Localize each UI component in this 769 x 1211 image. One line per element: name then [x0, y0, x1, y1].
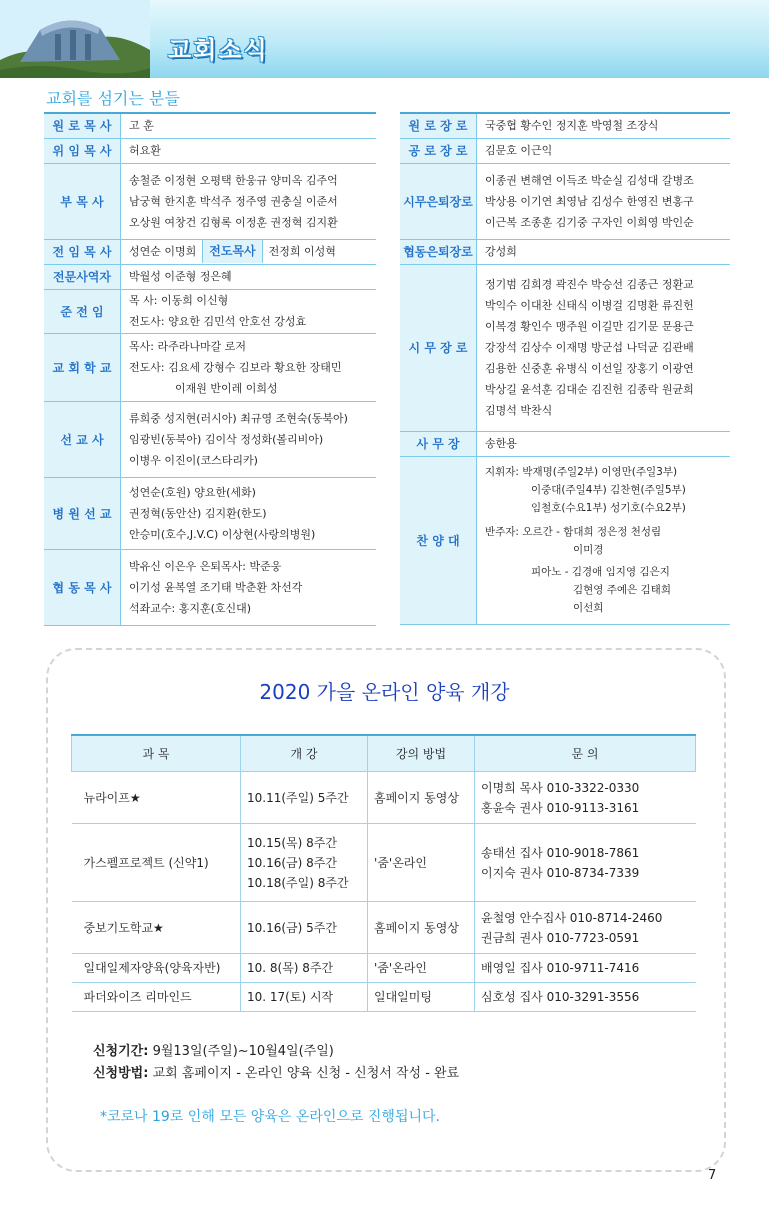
- column-header: 과 목: [72, 735, 241, 772]
- roster-label: 시 무 장 로: [400, 264, 477, 431]
- left-roster-table: [44, 112, 376, 626]
- roster-row: [400, 138, 730, 163]
- roster-value: 국중협 황수인 정지훈 박영철 조장식: [485, 119, 659, 133]
- roster-sub-label: 전도목사: [202, 240, 262, 263]
- course-contact: 이명희 목사 010-3322-0330: [481, 780, 640, 795]
- roster-label: 준 전 임: [44, 289, 121, 333]
- roster-row: [44, 549, 376, 625]
- course-contact: 권금희 권사 010-7723-0591: [481, 930, 640, 945]
- roster-row: [44, 264, 376, 289]
- roster-label: 전 임 목 사: [44, 239, 121, 264]
- course-method: 홈페이지 동영상: [368, 772, 475, 824]
- course-start: 10. 8(목) 8주간: [247, 961, 334, 975]
- roster-value: 성연순(호원) 양요한(세화): [129, 485, 256, 499]
- roster-value: 이종권 변해연 이득조 박순실 김성대 갈병조: [485, 173, 694, 187]
- course-start: 10.15(목) 8주간: [247, 835, 337, 850]
- table-row: [72, 902, 696, 954]
- roster-row: [44, 289, 376, 333]
- course-contact: 홍윤숙 권사 010-9113-3161: [481, 800, 640, 815]
- roster-value: 이복경 황인수 맹주원 이길만 김기문 문용근: [485, 320, 694, 333]
- roster-value: 강장석 김상수 이재명 방군섭 나덕균 김관배: [485, 341, 694, 354]
- roster-label: 시무은퇴장로: [400, 163, 477, 239]
- application-period-label: 신청기간:: [93, 1044, 149, 1059]
- roster-value: 강성희: [485, 245, 517, 258]
- roster-label: 협 동 목 사: [44, 549, 121, 625]
- roster-row: [44, 138, 376, 163]
- roster-value: 허요환: [129, 144, 161, 157]
- roster-value: 김용한 신중훈 유병식 이선일 장홍기 이광연: [485, 362, 694, 375]
- roster-value: 이근복 조종훈 김기중 구자인 이희영 박인순: [485, 215, 694, 229]
- roster-value: 이미경: [573, 544, 604, 556]
- roster-value: 김문호 이근익: [485, 144, 553, 157]
- course-method: 홈페이지 동영상: [368, 902, 475, 954]
- church-building-image: [0, 0, 150, 78]
- course-contact: 이지숙 권사 010-8734-7339: [481, 865, 640, 880]
- roster-row: [44, 239, 376, 264]
- roster-label: 원 로 목 사: [44, 113, 121, 138]
- roster-value: 안승미(호수,J.V.C) 이상현(사랑의병원): [129, 527, 316, 541]
- course-start: 10.18(주일) 8주간: [247, 875, 349, 890]
- table-row: [72, 954, 696, 983]
- roster-value: 고 훈: [129, 119, 154, 133]
- application-period: [93, 1040, 334, 1059]
- roster-value: 송한용: [485, 437, 517, 450]
- roster-value: 이선희: [573, 602, 604, 614]
- application-method: [93, 1062, 459, 1081]
- roster-value: 박유신 이은우 은퇴목사: 박준웅: [129, 559, 282, 573]
- roster-label: 병 원 선 교: [44, 477, 121, 549]
- course-start: 10. 17(토) 시작: [247, 990, 334, 1004]
- course-method: 일대일미팅: [368, 983, 475, 1012]
- section-title: 교회를 섬기는 분들: [46, 89, 180, 108]
- roster-value: 전도사: 김요세 강형수 김보라 황요한 장태민: [129, 360, 342, 374]
- roster-value: 목사: 라주라나마갈 로저: [129, 339, 246, 353]
- roster-value: 류희중 성지현(러시아) 최규영 조현숙(동북아): [129, 411, 348, 425]
- roster-row: [44, 113, 376, 138]
- course-contact: 송태선 집사 010-9018-7861: [481, 845, 640, 860]
- roster-value: 지휘자: 박재명(주일2부) 이영만(주일3부): [485, 466, 678, 478]
- page-number: 7: [708, 1168, 717, 1183]
- roster-value: 오상원 여창건 김형록 이정훈 권정혁 김지환: [129, 215, 338, 229]
- right-roster-table: [400, 112, 730, 625]
- roster-row: [400, 264, 730, 431]
- table-header-row: [72, 735, 696, 772]
- roster-value: 반주자: 오르간 - 함대희 정은정 천성림: [485, 526, 662, 538]
- table-row: [72, 824, 696, 902]
- course-name: 중보기도학교★: [72, 902, 241, 954]
- course-name: 가스펠프로젝트 (신약1): [72, 824, 241, 902]
- table-row: [72, 772, 696, 824]
- course-name: 뉴라이프★: [72, 772, 241, 824]
- roster-value: 이기성 윤복열 조기태 박춘환 차선각: [129, 580, 303, 594]
- course-start: 10.11(주일) 5주간: [247, 790, 349, 805]
- roster-value: 임철호(수요1부) 성기호(수요2부): [531, 502, 686, 514]
- roster-value: 이병우 이진이(코스타리카): [129, 453, 258, 467]
- roster-value: 목 사: 이동희 이신형: [129, 294, 229, 307]
- notice-title: 2020 가을 온라인 양육 개강: [259, 680, 510, 704]
- roster-row: [44, 477, 376, 549]
- roster-row: [400, 456, 730, 624]
- course-name: 파더와이즈 리마인드: [72, 983, 241, 1012]
- course-contact: 윤철영 안수집사 010-8714-2460: [481, 910, 663, 925]
- roster-row: [400, 163, 730, 239]
- roster-sub-value: 전정희 이성혁: [268, 245, 336, 258]
- covid-footnote: *코로나 19로 인해 모든 양육은 온라인으로 진행됩니다.: [100, 1109, 440, 1125]
- roster-value: 성연순 이명희: [129, 245, 197, 258]
- roster-value: 박월성 이준형 정은혜: [129, 270, 232, 283]
- roster-value: 박익수 이대찬 신태식 이병걸 김명환 류진헌: [485, 299, 694, 312]
- roster-row: [44, 163, 376, 239]
- roster-label: 사 무 장: [400, 431, 477, 456]
- roster-value: 박상길 윤석훈 김대순 김진헌 김종락 원균희: [485, 383, 694, 396]
- course-contact: 배영일 집사 010-9711-7416: [481, 961, 640, 975]
- roster-row: [400, 239, 730, 264]
- roster-row: [44, 401, 376, 477]
- application-period-value: 9월13일(주일)~10월4일(주일): [152, 1044, 334, 1059]
- course-start: 10.16(금) 8주간: [247, 855, 337, 870]
- roster-label: 위 임 목 사: [44, 138, 121, 163]
- page-title: 교회소식: [168, 36, 269, 64]
- roster-label: 선 교 사: [44, 401, 121, 477]
- course-method: '줌'온라인: [368, 954, 475, 983]
- roster-label: 찬 양 대: [400, 456, 477, 624]
- roster-label: 전문사역자: [44, 264, 121, 289]
- roster-label: 원 로 장 로: [400, 113, 477, 138]
- column-header: 개 강: [241, 735, 368, 772]
- course-table: [71, 734, 696, 1012]
- course-start: 10.16(금) 5주간: [247, 920, 337, 935]
- roster-value: 송철준 이정현 오평택 한웅규 양미옥 김주억: [129, 173, 338, 187]
- roster-value: 권정혁(동안산) 김지환(한도): [129, 506, 267, 520]
- table-row: [72, 983, 696, 1012]
- roster-value: 박상용 이기연 최영남 김성수 한영진 변홍구: [485, 194, 694, 208]
- roster-value: 전도사: 양요한 김민석 안호선 강성효: [129, 315, 307, 328]
- roster-label: 부 목 사: [44, 163, 121, 239]
- roster-value: 이중대(주일4부) 김찬현(주일5부): [531, 484, 686, 496]
- roster-row: [400, 113, 730, 138]
- roster-value: 정기범 김희경 곽진수 박승선 김종근 정환교: [485, 278, 694, 291]
- roster-value: 김명석 박찬식: [485, 404, 553, 417]
- column-header: 강의 방법: [368, 735, 475, 772]
- application-method-value: 교회 홈페이지 - 온라인 양육 신청 - 신청서 작성 - 완료: [152, 1066, 460, 1081]
- course-contact: 심호성 집사 010-3291-3556: [481, 990, 640, 1004]
- column-header: 문 의: [475, 735, 696, 772]
- roster-value: 남궁혁 한지훈 박석주 정주영 권충실 이준서: [129, 194, 338, 208]
- roster-row: [400, 431, 730, 456]
- roster-label: 공 로 장 로: [400, 138, 477, 163]
- roster-value: 석좌교수: 홍지훈(호신대): [129, 601, 252, 615]
- roster-label: 협동은퇴장로: [400, 239, 477, 264]
- course-name: 일대일제자양육(양육자반): [72, 954, 241, 983]
- application-method-label: 신청방법:: [93, 1066, 149, 1081]
- roster-row: [44, 333, 376, 401]
- roster-value: 임광빈(동북아) 김이삭 정성화(볼리비아): [129, 432, 324, 446]
- roster-label: 교 회 학 교: [44, 333, 121, 401]
- roster-value: 김현영 주예은 김태희: [573, 584, 671, 596]
- course-method: '줌'온라인: [368, 824, 475, 902]
- header-banner: [0, 0, 769, 78]
- roster-value: 이재원 반이레 이희성: [175, 381, 278, 395]
- roster-value: 피아노 - 김경애 임지영 김은지: [531, 566, 670, 578]
